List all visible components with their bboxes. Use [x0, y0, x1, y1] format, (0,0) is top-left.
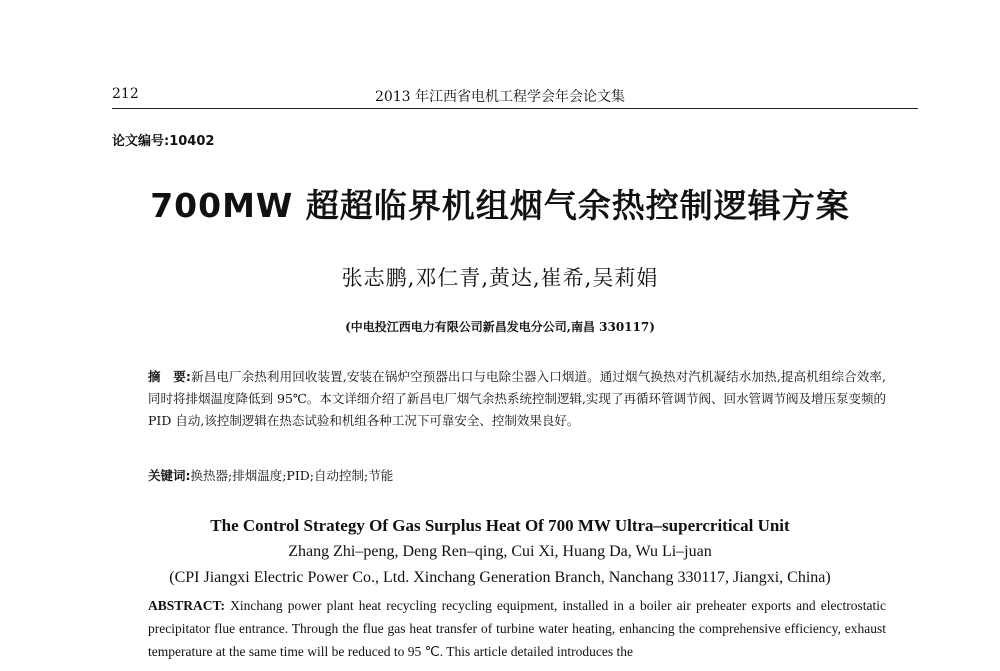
abstract-text: 新昌电厂余热利用回收装置,安装在锅炉空预器出口与电除尘器入口烟道。通过烟气换热对汽机凝结水加热,提高机组综合效率,同时将排烟温度降低到 95℃。本文详细介绍了新昌电厂烟气余热系统控制逻辑,实现了再循环管调节阀、回水管调节阀及增压泵变频的 PID 自动,该控制逻辑在热态试验和机组各种工况下可靠安全、控制效果良好。: [148, 369, 886, 428]
paper-title: 700MW 超超临界机组烟气余热控制逻辑方案: [150, 186, 850, 225]
english-abstract-label: ABSTRACT:: [148, 598, 226, 613]
keywords-zh: [148, 466, 886, 484]
affiliation: (中电投江西电力有限公司新昌发电分公司,南昌 330117): [345, 320, 655, 334]
keywords-label: 关键词:: [148, 468, 191, 483]
page-number: 212: [112, 86, 139, 102]
abstract-label: 摘 要:: [148, 369, 191, 384]
authors: 张志鹏,邓仁青,黄达,崔希,吴莉娟: [341, 266, 659, 290]
english-title: The Control Strategy Of Gas Surplus Heat Of 700 MW Ultra–supercritical Unit: [210, 516, 790, 535]
keywords-text: 换热器;排烟温度;PID;自动控制;节能: [190, 468, 394, 483]
english-affiliation: (CPI Jiangxi Electric Power Co., Ltd. Xinchang Generation Branch, Nanchang 330117, Jiangxi, China): [169, 569, 831, 586]
english-abstract-text: Xinchang power plant heat recycling recycling equipment, installed in a boiler air preheater exports and electrostatic precipitator flue entrance. Through the flue gas heat transfer of turbine water heating, enhancing the comprehensive efficiency, exhaust temperature at the same time will be reduced to 95 ℃. This article detailed introduces the: [148, 598, 887, 659]
abstract-zh: [148, 366, 886, 432]
english-abstract: [148, 594, 886, 663]
paper-number: 论文编号:10402: [112, 134, 215, 149]
english-authors: Zhang Zhi–peng, Deng Ren–qing, Cui Xi, Huang Da, Wu Li–juan: [288, 543, 712, 560]
running-header-title: 2013 年江西省电机工程学会年会论文集: [374, 89, 626, 105]
header-rule: [112, 108, 918, 109]
